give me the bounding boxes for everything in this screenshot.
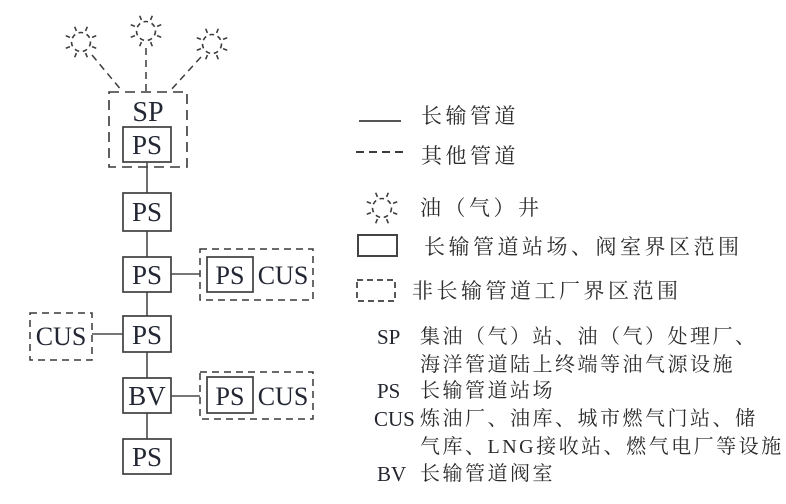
legend-item-label: 油（气）井 (420, 196, 543, 220)
abbr-definition: 长输管道阀室 (420, 463, 555, 485)
oil-gas-well-icon (362, 188, 402, 228)
legend-item-label: 长输管道站场、阀室界区范围 (424, 235, 743, 259)
abbr-term-bv: BV (377, 462, 407, 486)
abbr-definition: 炼油厂、油库、城市燃气门站、储 (420, 408, 758, 430)
oil-gas-well-icon (131, 16, 161, 46)
legend-item-label: 非长输管道工厂界区范围 (412, 279, 682, 303)
station-label: PS (131, 320, 163, 350)
solid-line-symbol (356, 114, 404, 128)
station-label: PS (215, 382, 245, 411)
abbr-definition: 海洋管道陆上终端等油气源设施 (420, 354, 735, 376)
abbr-term-ps: PS (377, 379, 401, 403)
dashed-rect-symbol (355, 278, 399, 304)
legend-item-label: 其他管道 (421, 144, 519, 168)
valve-room-label: BV (128, 381, 166, 411)
station-label: PS (131, 442, 163, 472)
dashed-line-symbol (354, 145, 406, 159)
sp-facility-label: SP (132, 97, 164, 128)
pipeline-diagram (0, 0, 340, 504)
station-label: PS (131, 130, 163, 160)
station-label: PS (215, 261, 245, 290)
oil-gas-well-icon (66, 27, 96, 57)
station-label: PS (131, 197, 163, 227)
legend-item-label: 长输管道 (421, 104, 519, 128)
cus-facility-label: CUS (35, 322, 87, 351)
cus-facility-label: CUS (257, 382, 309, 411)
oil-gas-well-icon (197, 29, 227, 59)
station-label: PS (131, 260, 163, 290)
abbr-term-sp: SP (377, 325, 401, 349)
well-gathering-lines (92, 48, 201, 91)
cus-facility-label: CUS (257, 261, 309, 290)
solid-rect-symbol (356, 233, 400, 259)
abbr-definition: 集油（气）站、油（气）处理厂、 (420, 326, 758, 348)
abbr-term-cus: CUS (374, 407, 415, 431)
abbr-definition: 气库、LNG接收站、燃气电厂等设施 (420, 436, 784, 458)
abbr-definition: 长输管道站场 (420, 380, 555, 402)
